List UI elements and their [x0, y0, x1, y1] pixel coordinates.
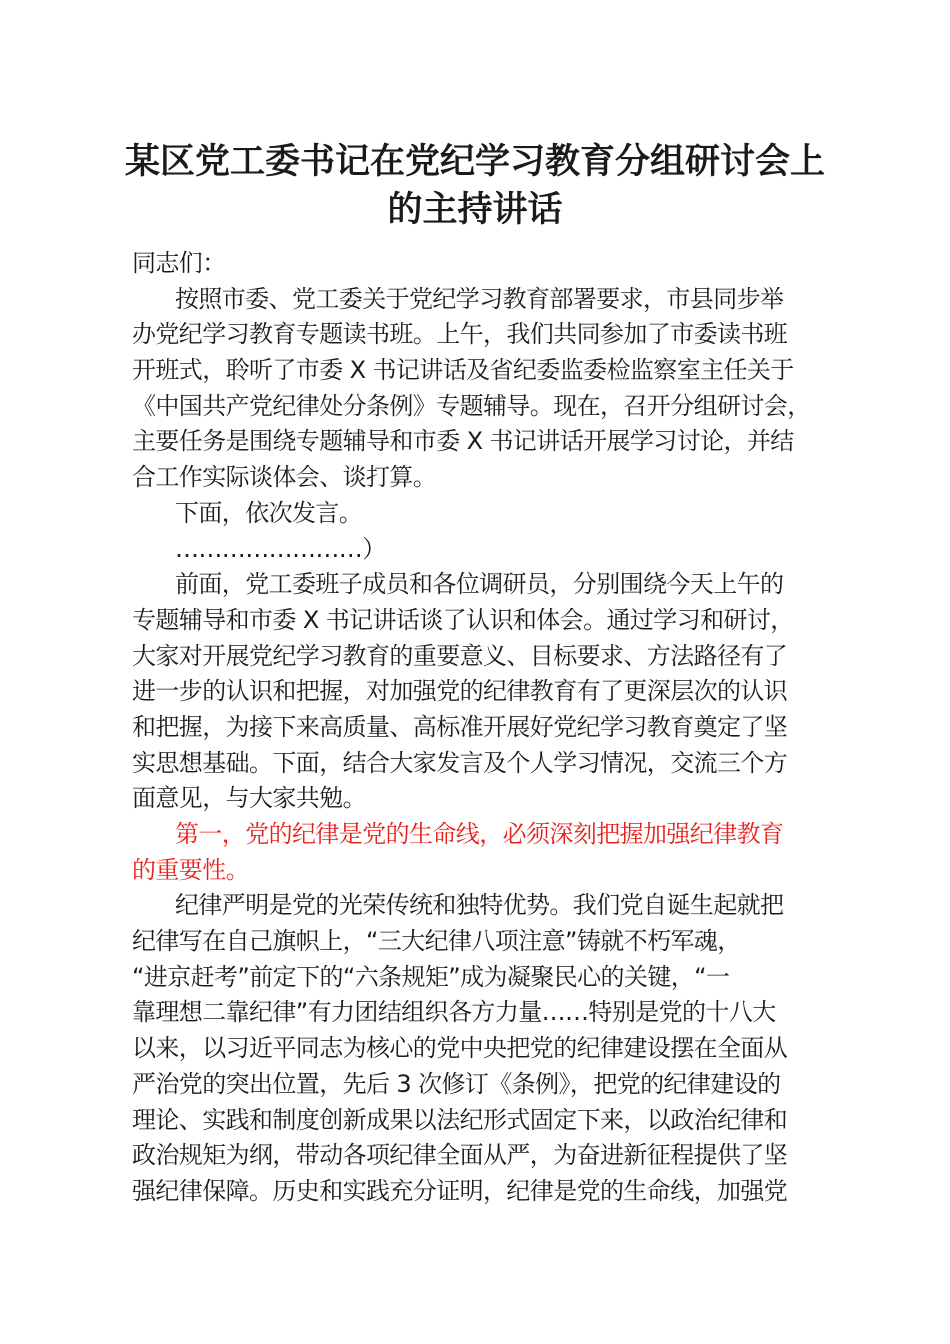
body-text-line: 纪律严明是党的光荣传统和独特优势。我们党自诞生起就把 [175, 891, 784, 920]
body-text-line: 靠理想二靠纪律”有力团结组织各方力量……特别是党的十八大 [132, 998, 776, 1027]
body-text-line: 主要任务是围绕专题辅导和市委 X 书记讲话开展学习讨论，并结 [132, 427, 794, 456]
body-text-line: 下面，依次发言。 [175, 498, 363, 527]
body-text-line: 强纪律保障。历史和实践充分证明，纪律是党的生命线，加强党 [132, 1176, 788, 1205]
body-text-line: 政治规矩为纲，带动各项纪律全面从严，为奋进新征程提供了坚 [132, 1141, 788, 1170]
body-text-line: 严治党的突出位置，先后 3 次修订《条例》，把党的纪律建设的 [132, 1069, 781, 1098]
body-text-line: 《中国共产党纪律处分条例》专题辅导。现在，召开分组研讨会， [132, 391, 811, 420]
body-text-line: 纪律写在自己旗帜上，“三大纪律八项注意”铸就不朽军魂， [132, 927, 741, 956]
body-text-line: 合工作实际谈体会、谈打算。 [132, 463, 437, 492]
body-text-line: 和把握，为接下来高质量、高标准开展好党纪学习教育奠定了坚 [132, 712, 788, 741]
body-text-line: 前面，党工委班子成员和各位调研员，分别围绕今天上午的 [175, 570, 784, 599]
body-text-line: 进一步的认识和把握，对加强党的纪律教育有了更深层次的认识 [132, 677, 788, 706]
body-text-line: 按照市委、党工委关于党纪学习教育部署要求，市县同步举 [175, 284, 784, 313]
body-text-line: “进京赶考”前定下的“六条规矩”成为凝聚民心的关键，“一 [132, 962, 730, 991]
body-text-line: 专题辅导和市委 X 书记讲话谈了认识和体会。通过学习和研讨， [132, 605, 794, 634]
document-title-line-1: 某区党工委书记在党纪学习教育分组研讨会上 [124, 142, 825, 182]
body-text-line: 面意见，与大家共勉。 [132, 784, 366, 813]
document-title-line-2: 的主持讲话 [387, 190, 563, 230]
body-text-line: ……………………） [175, 534, 386, 563]
section-heading-line: 第一，党的纪律是党的生命线，必须深刻把握加强纪律教育 [175, 820, 784, 848]
body-text-line: 以来，以习近平同志为核心的党中央把党的纪律建设摆在全面从 [132, 1034, 788, 1063]
document-body [132, 246, 850, 1210]
body-text-line: 开班式，聆听了市委 X 书记讲话及省纪委监委检监察室主任关于 [132, 356, 794, 385]
body-text-line: 同志们： [132, 249, 226, 277]
body-text-line: 实思想基础。下面，结合大家发言及个人学习情况，交流三个方 [132, 748, 788, 777]
section-heading-line: 的重要性。 [132, 855, 249, 884]
body-text-line: 大家对开展党纪学习教育的重要意义、目标要求、方法路径有了 [132, 641, 788, 670]
body-text-line: 理论、实践和制度创新成果以法纪形式固定下来，以政治纪律和 [132, 1105, 788, 1134]
body-text-line: 办党纪学习教育专题读书班。上午，我们共同参加了市委读书班 [132, 320, 788, 349]
